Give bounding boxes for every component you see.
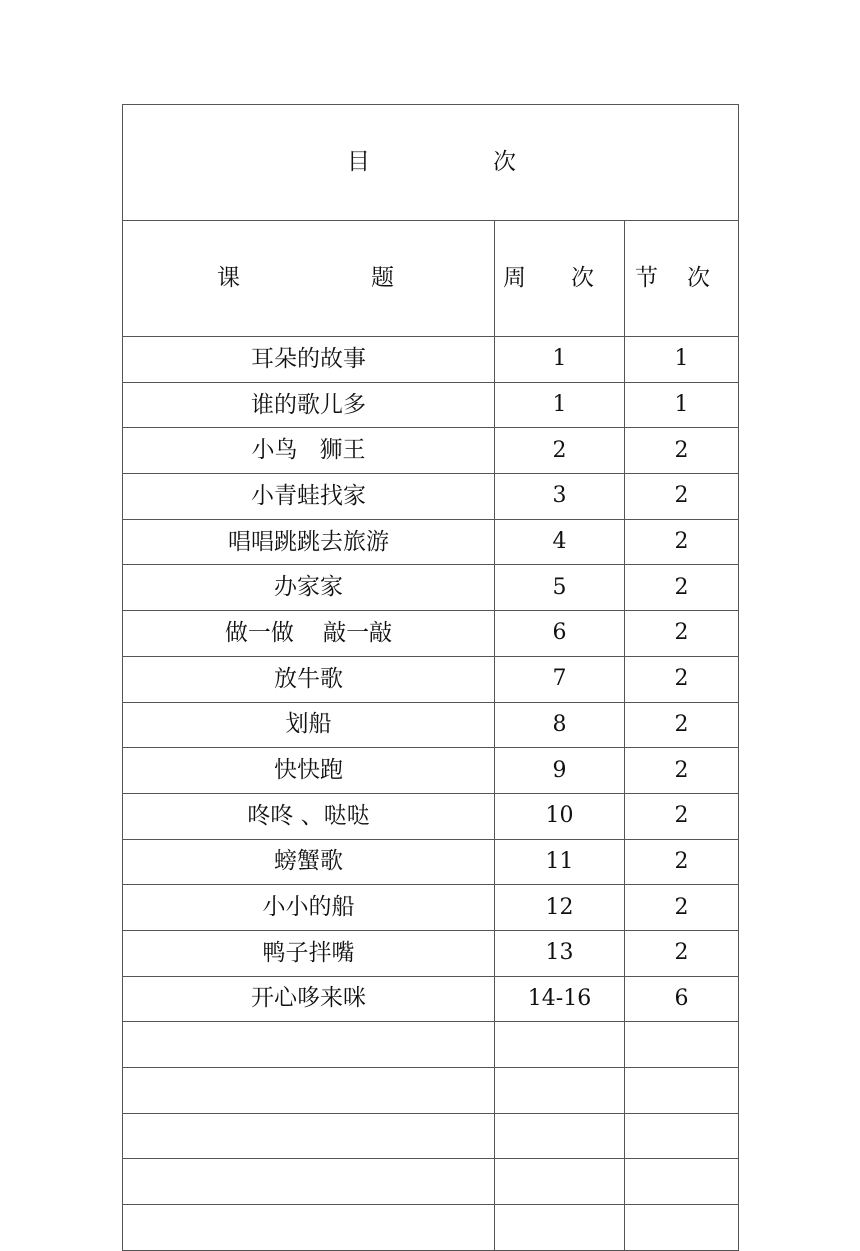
week-cell: 8 — [495, 702, 625, 748]
table-row — [123, 1113, 739, 1159]
week-cell: 6 — [495, 611, 625, 657]
topic-cell: 放牛歌 — [123, 656, 495, 702]
week-cell: 14-16 — [495, 976, 625, 1022]
week-cell: 2 — [495, 428, 625, 474]
week-cell: 10 — [495, 793, 625, 839]
table-row — [123, 611, 739, 657]
periods-cell: 2 — [625, 519, 739, 565]
week-cell: 3 — [495, 474, 625, 520]
topic-cell: 咚咚 、哒哒 — [123, 793, 495, 839]
table-row — [123, 1159, 739, 1205]
table-row — [123, 1068, 739, 1114]
header-week-left: 周 — [503, 265, 526, 291]
table-of-contents — [122, 104, 739, 1251]
header-period-right: 次 — [687, 265, 711, 291]
header-week — [495, 221, 625, 337]
table-row — [123, 930, 739, 976]
topic-cell — [123, 1022, 495, 1068]
table-row — [123, 337, 739, 383]
week-cell: 1 — [495, 382, 625, 428]
topic-cell: 唱唱跳跳去旅游 — [123, 519, 495, 565]
week-cell — [495, 1159, 625, 1205]
table-row — [123, 519, 739, 565]
topic-cell: 螃蟹歌 — [123, 839, 495, 885]
periods-cell — [625, 1022, 739, 1068]
periods-cell: 2 — [625, 428, 739, 474]
week-cell: 9 — [495, 748, 625, 794]
periods-cell: 1 — [625, 337, 739, 383]
header-period-left: 节 — [635, 265, 658, 291]
header-row — [123, 221, 739, 337]
topic-cell: 办家家 — [123, 565, 495, 611]
week-cell — [495, 1022, 625, 1068]
table-row — [123, 1022, 739, 1068]
topic-cell — [123, 1113, 495, 1159]
periods-cell: 2 — [625, 656, 739, 702]
topic-cell: 小小的船 — [123, 885, 495, 931]
periods-cell — [625, 1113, 739, 1159]
week-cell: 1 — [495, 337, 625, 383]
topic-cell: 小青蛙找家 — [123, 474, 495, 520]
header-period — [625, 221, 739, 337]
week-cell: 12 — [495, 885, 625, 931]
header-topic — [123, 221, 495, 337]
title-left: 目 — [347, 149, 370, 175]
topic-cell — [123, 1205, 495, 1251]
table-row — [123, 885, 739, 931]
table-row — [123, 565, 739, 611]
title-right: 次 — [493, 149, 517, 175]
periods-cell: 1 — [625, 382, 739, 428]
topic-cell: 小鸟 狮王 — [123, 428, 495, 474]
periods-cell: 2 — [625, 474, 739, 520]
table-row — [123, 656, 739, 702]
week-cell — [495, 1113, 625, 1159]
periods-cell: 2 — [625, 793, 739, 839]
table-row — [123, 976, 739, 1022]
periods-cell: 2 — [625, 885, 739, 931]
table-row — [123, 428, 739, 474]
periods-cell: 2 — [625, 930, 739, 976]
topic-cell: 快快跑 — [123, 748, 495, 794]
periods-cell: 2 — [625, 839, 739, 885]
week-cell — [495, 1068, 625, 1114]
week-cell: 11 — [495, 839, 625, 885]
week-cell: 13 — [495, 930, 625, 976]
header-topic-left: 课 — [217, 265, 240, 291]
topic-cell: 做一做 敲一敲 — [123, 611, 495, 657]
periods-cell — [625, 1159, 739, 1205]
topic-cell: 谁的歌儿多 — [123, 382, 495, 428]
periods-cell: 2 — [625, 565, 739, 611]
week-cell: 4 — [495, 519, 625, 565]
periods-cell — [625, 1205, 739, 1251]
topic-cell: 划船 — [123, 702, 495, 748]
topic-cell — [123, 1068, 495, 1114]
topic-cell: 开心哆来咪 — [123, 976, 495, 1022]
table-row — [123, 382, 739, 428]
periods-cell: 2 — [625, 748, 739, 794]
periods-cell: 6 — [625, 976, 739, 1022]
week-cell: 5 — [495, 565, 625, 611]
periods-cell — [625, 1068, 739, 1114]
header-week-right: 次 — [571, 265, 594, 291]
periods-cell: 2 — [625, 611, 739, 657]
table-row — [123, 839, 739, 885]
topic-cell — [123, 1159, 495, 1205]
table-title — [123, 105, 739, 221]
week-cell — [495, 1205, 625, 1251]
week-cell: 7 — [495, 656, 625, 702]
periods-cell: 2 — [625, 702, 739, 748]
topic-cell: 耳朵的故事 — [123, 337, 495, 383]
table-row — [123, 1205, 739, 1251]
table-row — [123, 793, 739, 839]
table-row — [123, 702, 739, 748]
header-topic-right: 题 — [371, 265, 394, 291]
topic-cell: 鸭子拌嘴 — [123, 930, 495, 976]
table-row — [123, 748, 739, 794]
table-row — [123, 474, 739, 520]
title-row — [123, 105, 739, 221]
